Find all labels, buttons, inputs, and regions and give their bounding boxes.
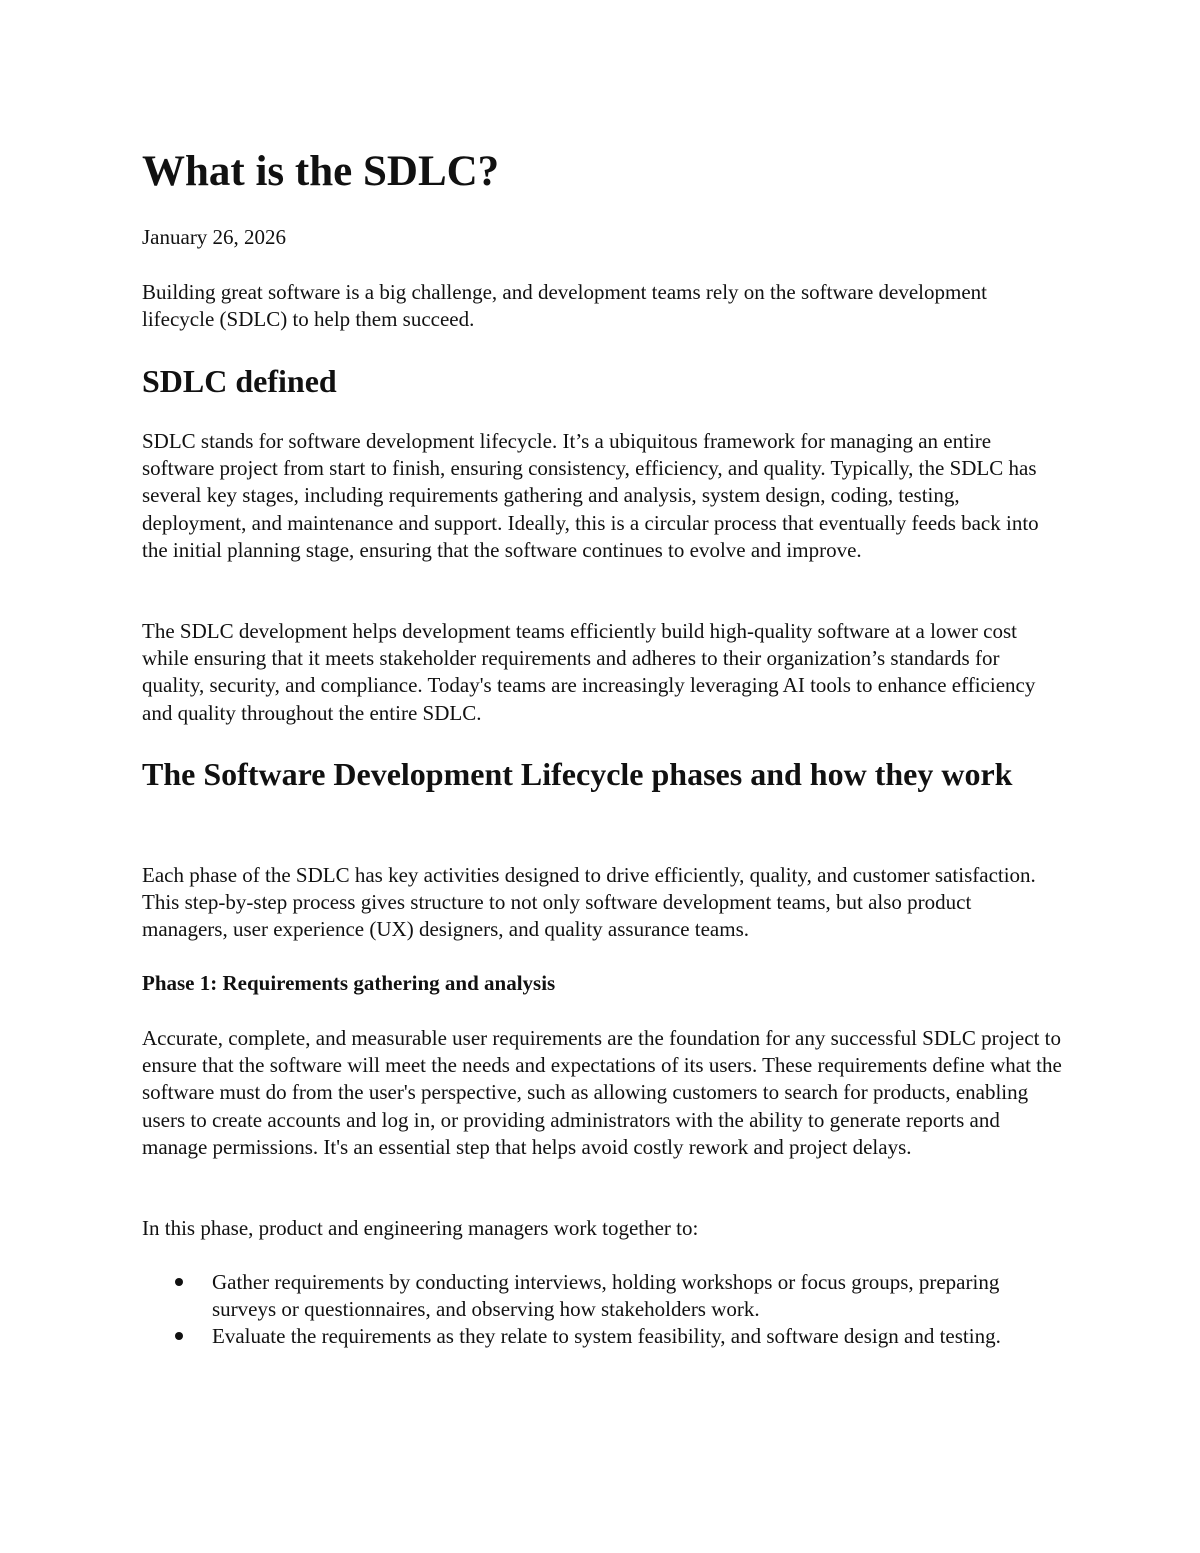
phases-intro-paragraph: Each phase of the SDLC has key activities designed to drive efficiently, quality, and customer satisfaction. This step-by-step process gives structure to not only software development teams, but also product managers, user experience (UX) designers, and quality assurance teams.	[142, 863, 1036, 942]
page-title: What is the SDLC?	[142, 148, 500, 195]
list-item-text: Evaluate the requirements as they relate to system feasibility, and software design and testing.	[212, 1324, 1001, 1349]
phase-1-bullet-list	[142, 1269, 1042, 1351]
list-item	[142, 1269, 1042, 1323]
phase-1-paragraph: Accurate, complete, and measurable user requirements are the foundation for any successful SDLC project to ensure that the software will meet the needs and expectations of its users. These requirements define what the software must do from the user's perspective, such as allowing customers to search for products, enabling users to create accounts and log in, or providing administrators with the ability to generate reports and manage permissions. It's an essential step that helps avoid costly rework and project delays.	[142, 1026, 1062, 1159]
list-item	[142, 1323, 1042, 1350]
section-heading-phases: The Software Development Lifecycle phases and how they work	[142, 756, 1013, 792]
phase-1-lead-in: In this phase, product and engineering managers work together to:	[142, 1216, 699, 1240]
bullet-icon	[175, 1332, 183, 1340]
intro-paragraph: Building great software is a big challenge, and development teams rely on the software development lifecycle (SDLC) to help them succeed.	[142, 280, 987, 332]
list-item-text: Gather requirements by conducting interviews, holding workshops or focus groups, preparing surveys or questionnaires, and observing how stakeholders work.	[212, 1270, 1000, 1322]
sdlc-defined-paragraph-1: SDLC stands for software development lifecycle. It’s a ubiquitous framework for managing an entire software project from start to finish, ensuring consistency, efficiency, and quality. Typically, the SDLC has several key stages, including requirements gathering and analysis, system design, coding, testing, deployment, and maintenance and support. Ideally, this is a circular process that eventually feeds back into the initial planning stage, ensuring that the software continues to evolve and improve.	[142, 429, 1039, 562]
publish-date: January 26, 2026	[142, 225, 287, 249]
phase-1-heading: Phase 1: Requirements gathering and analysis	[142, 971, 556, 995]
bullet-icon	[175, 1278, 183, 1286]
section-heading-sdlc-defined: SDLC defined	[142, 363, 337, 399]
sdlc-defined-paragraph-2: The SDLC development helps development teams efficiently build high-quality software at a lower cost while ensuring that it meets stakeholder requirements and adheres to their organization’s standards for quality, security, and compliance. Today's teams are increasingly leveraging AI tools to enhance efficiency and quality throughout the entire SDLC.	[142, 619, 1036, 725]
